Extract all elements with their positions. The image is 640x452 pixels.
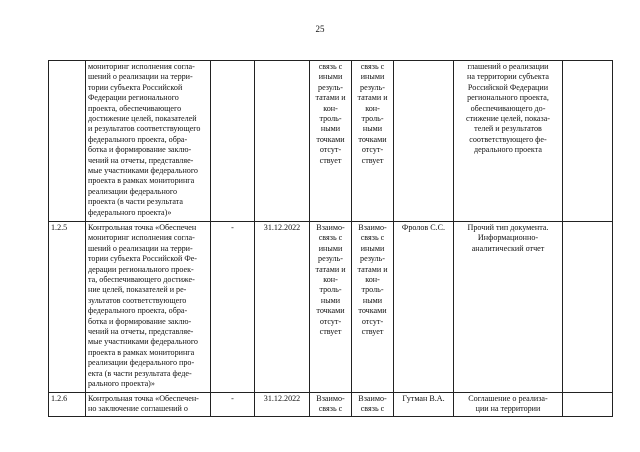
description-cell-line: федерального проекта, обра- [88, 134, 188, 144]
description-cell-line: и результатов соответствующего [88, 124, 201, 134]
description-cell-line: ботка и формирование заклю- [88, 316, 192, 326]
link-cell-b-line: троль- [361, 285, 384, 295]
link-cell-b-line: точками [358, 306, 387, 316]
link-cell-b-line: ными [362, 295, 383, 305]
date-cell [255, 61, 310, 222]
date-cell: 31.12.2022 [255, 222, 310, 393]
link-cell-a-line: точками [316, 306, 345, 316]
link-cell-b-line: резуль- [360, 82, 385, 92]
link-cell-b-line: иными [360, 243, 385, 253]
empty-cell [563, 393, 613, 417]
document-cell-line: Соглашение о реализа- [468, 394, 548, 403]
description-cell-line: рального проекта)» [88, 379, 155, 389]
description-cell-line: проекта, обеспечивающего [88, 103, 182, 113]
link-cell-b-line: Взаимо- [358, 223, 387, 232]
description-cell-line: шений о реализации на терри- [88, 72, 193, 82]
document-cell-line: ции на территории [475, 404, 541, 414]
description-cell-line: федерального проекта)» [88, 207, 172, 217]
link-cell-b-line: ными [362, 124, 383, 134]
responsible-cell [394, 61, 454, 222]
table-row [49, 222, 613, 393]
link-cell-a-line: резуль- [318, 254, 343, 264]
responsible-cell: Гутман В.А. [394, 393, 454, 417]
description-cell-line: Контрольная точка «Обеспечен- [88, 394, 199, 403]
link-cell-a-line: ными [320, 295, 341, 305]
description-cell-line: реализации федерального про- [88, 358, 195, 368]
link-cell-a-line: связь с [318, 62, 343, 71]
date-cell: 31.12.2022 [255, 393, 310, 417]
link-cell-b-line: точками [358, 134, 387, 144]
link-cell-a [310, 393, 352, 417]
link-cell-b-line: отсут- [361, 145, 384, 155]
link-cell-b-line: связь с [360, 233, 385, 243]
description-cell-line: зультатов соответствующего [88, 295, 187, 305]
link-cell-a-line: Взаимо- [316, 223, 345, 232]
description-cell-line: дерации регионального проек- [88, 264, 194, 274]
responsible-cell: Фролов С.С. [394, 222, 454, 393]
link-cell-a-line: связь с [318, 233, 343, 243]
link-cell-a-line: Взаимо- [316, 394, 345, 403]
description-cell-line: тории субъекта Российской [88, 82, 183, 92]
link-cell-a [310, 61, 352, 222]
description-cell-line: мые участниками федерального [88, 337, 198, 347]
table-row [49, 393, 613, 417]
link-cell-a-line: ными [320, 124, 341, 134]
empty-cell [563, 61, 613, 222]
document-cell-line: стижение целей, показа- [465, 114, 551, 124]
link-cell-a-line: ствует [319, 155, 342, 165]
description-cell-line: екта (в части результата феде- [88, 368, 192, 378]
document-cell-line: дерального проекта [474, 145, 542, 155]
link-cell-b-line: татами и [357, 93, 388, 103]
link-cell-a-line: иными [318, 243, 343, 253]
link-cell-a-line: троль- [319, 285, 342, 295]
description-cell-line: ботка и формирование заклю- [88, 145, 192, 155]
document-cell-line: на территории субъекта [467, 72, 549, 82]
description-cell-line: мониторинг исполнения согла- [88, 62, 195, 71]
dash-cell [211, 61, 255, 222]
link-cell-a-line: точками [316, 134, 345, 144]
link-cell-b-line: связь с [360, 62, 385, 71]
link-cell-b-line: Взаимо- [358, 394, 387, 403]
link-cell-b-line: отсут- [361, 316, 384, 326]
dash-cell: - [211, 393, 255, 417]
link-cell-b-line: связь с [360, 404, 385, 414]
description-cell-line: ние целей, показателей и ре- [88, 285, 187, 295]
document-table [48, 60, 613, 417]
row-number-cell: 1.2.5 [49, 222, 86, 393]
description-cell-line: чений на отчеты, представляе- [88, 155, 194, 165]
link-cell-b [352, 61, 394, 222]
row-number-cell [49, 61, 86, 222]
description-cell-line: та, обеспечивающего достиже- [88, 275, 195, 285]
link-cell-a-line: связь с [318, 404, 343, 414]
link-cell-a-line: татами и [315, 93, 346, 103]
document-cell-line: аналитический отчет [471, 243, 545, 253]
description-cell-line: шений о реализации на терри- [88, 243, 193, 253]
document-cell-line: Информационно- [477, 233, 539, 243]
description-cell-line: проекта в рамках мониторинга [88, 176, 195, 186]
link-cell-b-line: ствует [361, 155, 384, 165]
description-cell-line: проекта в рамках мониторинга [88, 347, 195, 357]
dash-cell: - [211, 222, 255, 393]
description-cell-line: но заключение соглашений о [88, 404, 188, 414]
description-cell [86, 61, 211, 222]
link-cell-a-line: резуль- [318, 82, 343, 92]
document-cell [454, 393, 563, 417]
document-cell-line: телей и результатов [474, 124, 542, 134]
row-number-cell: 1.2.6 [49, 393, 86, 417]
document-cell [454, 222, 563, 393]
description-cell-line: чений на отчеты, представляе- [88, 327, 194, 337]
page-number: 25 [315, 24, 325, 34]
link-cell-a-line: иными [318, 72, 343, 82]
description-cell-line: федерального проекта, обра- [88, 306, 188, 316]
document-cell [454, 61, 563, 222]
link-cell-b-line: иными [360, 72, 385, 82]
link-cell-b-line: троль- [361, 114, 384, 124]
link-cell-b-line: татами и [357, 264, 388, 274]
link-cell-a-line: татами и [315, 264, 346, 274]
table-row [49, 61, 613, 222]
link-cell-a-line: отсут- [319, 316, 342, 326]
empty-cell [563, 222, 613, 393]
link-cell-a-line: ствует [319, 327, 342, 337]
link-cell-b-line: ствует [361, 327, 384, 337]
link-cell-a-line: кон- [323, 275, 338, 285]
link-cell-b [352, 393, 394, 417]
description-cell-line: проекта (в части результата [88, 197, 184, 207]
link-cell-a-line: кон- [323, 103, 338, 113]
description-cell-line: тории субъекта Российской Фе- [88, 254, 198, 264]
link-cell-b-line: кон- [365, 103, 380, 113]
document-cell-line: регионального проекта, [467, 93, 549, 103]
link-cell-a [310, 222, 352, 393]
document-cell-line: Российской Федерации [467, 82, 549, 92]
document-cell-line: соответствующего фе- [469, 134, 547, 144]
description-cell-line: реализации федерального [88, 186, 178, 196]
document-cell-line: глашений о реализации [467, 62, 549, 71]
link-cell-b [352, 222, 394, 393]
description-cell-line: мониторинг исполнения согла- [88, 233, 195, 243]
description-cell-line: Федерации регионального [88, 93, 179, 103]
link-cell-b-line: кон- [365, 275, 380, 285]
link-cell-a-line: отсут- [319, 145, 342, 155]
document-cell-line: Прочий тип документа. [467, 223, 549, 232]
description-cell [86, 222, 211, 393]
document-cell-line: обеспечивающего до- [470, 103, 546, 113]
description-cell [86, 393, 211, 417]
description-cell-line: мые участниками федерального [88, 166, 198, 176]
link-cell-b-line: резуль- [360, 254, 385, 264]
description-cell-line: Контрольная точка «Обеспечен [88, 223, 197, 232]
description-cell-line: достижение целей, показателей [88, 114, 197, 124]
link-cell-a-line: троль- [319, 114, 342, 124]
